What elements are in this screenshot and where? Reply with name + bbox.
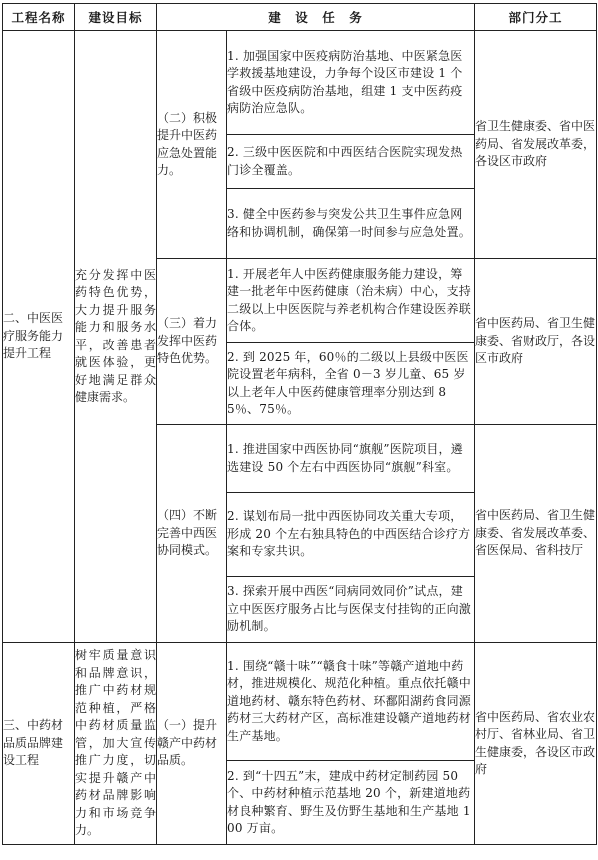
department-assignment: 省卫生健康委、省中医药局、省发展改革委，各设区市政府	[475, 31, 597, 259]
department-assignment: 省中医药局、省卫生健康委、省发展改革委、省医保局、省科技厅	[475, 425, 597, 643]
task-item: 2. 到“十四五”末，建成中药材定制药园 50 个、中药材种植示范基地 20 个，新建道地药材良种繁育、野生及仿野生基地和生产基地 100 万亩。	[227, 761, 475, 845]
department-assignment: 省中医药局、省卫生健康委、省财政厅，各设区市政府	[475, 259, 597, 425]
task-item: 3. 健全中医药参与突发公共卫生事件应急网络和协调机制，确保第一时间参与应急处置。	[227, 189, 475, 259]
table-row	[3, 643, 597, 761]
task-item: 1. 开展老年人中医药健康服务能力建设，筹建一批老年中医药健康（治未病）中心，支持二级以上中医医院与养老机构合作建设医养联合体。	[227, 259, 475, 343]
table-header-row	[3, 4, 597, 31]
subtask: （三）着力发挥中医药特色优势。	[157, 259, 227, 425]
subtask: （二）积极提升中医药应急处置能力。	[157, 31, 227, 259]
task-item: 2. 谋划布局一批中西医协同攻关重大专项，形成 20 个左右独具特色的中西医结合诊疗方案和专家共识。	[227, 493, 475, 577]
construction-task-table	[2, 3, 597, 845]
task-item: 2. 到 2025 年，60％的二级以上县级中医医院设置老年病科，全省 0－3 岁儿童、65 岁以上老年人中医药健康管理率分别达到 85％、75％。	[227, 343, 475, 425]
project-name: 二、中医医疗服务能力提升工程	[3, 31, 75, 643]
subtask: （一）提升赣产中药材品质。	[157, 643, 227, 845]
header-goal: 建设目标	[75, 4, 157, 31]
task-item: 1. 加强国家中医疫病防治基地、中医紧急医学救援基地建设，力争每个设区市建设 1 个省级中医疫病防治基地，组建 1 支中医药疫病防治应急队。	[227, 31, 475, 135]
header-tasks: 建 设 任 务	[157, 4, 475, 31]
task-item: 1. 推进国家中西医协同“旗舰”医院项目，遴选建设 50 个左右中西医协同“旗舰”科室。	[227, 425, 475, 493]
department-assignment: 省中医药局、省农业农村厅、省林业局、省卫生健康委，各设区市政府	[475, 643, 597, 845]
task-item: 2. 三级中医医院和中西医结合医院实现发热门诊全覆盖。	[227, 135, 475, 189]
task-item: 3. 探索开展中西医“同病同效同价”试点，建立中医医疗服务占比与医保支付挂钩的正向激励机制。	[227, 577, 475, 643]
header-department: 部门分工	[475, 4, 597, 31]
project-goal: 树牢质量意识和品牌意识，推广中药材规范种植，严格中药材质量监管，加大宣传推广力度，切实提升赣产中药材品牌影响力和市场竞争力。	[75, 643, 157, 845]
project-name: 三、中药材品质品牌建设工程	[3, 643, 75, 845]
task-item: 1. 围绕“赣十味”“赣食十味”等赣产道地中药材，推进规模化、规范化种植。重点依托赣中道地药材、赣东特色药材、环鄱阳湖药食同源药材三大药材产区，高标准建设赣产道地药材生产基地。	[227, 643, 475, 761]
header-project-name: 工程名称	[3, 4, 75, 31]
project-goal: 充分发挥中医药特色优势，大力提升服务能力和服务水平，改善患者就医体验，更好地满足群众健康需求。	[75, 31, 157, 643]
table-row	[3, 31, 597, 135]
subtask: （四）不断完善中西医协同模式。	[157, 425, 227, 643]
